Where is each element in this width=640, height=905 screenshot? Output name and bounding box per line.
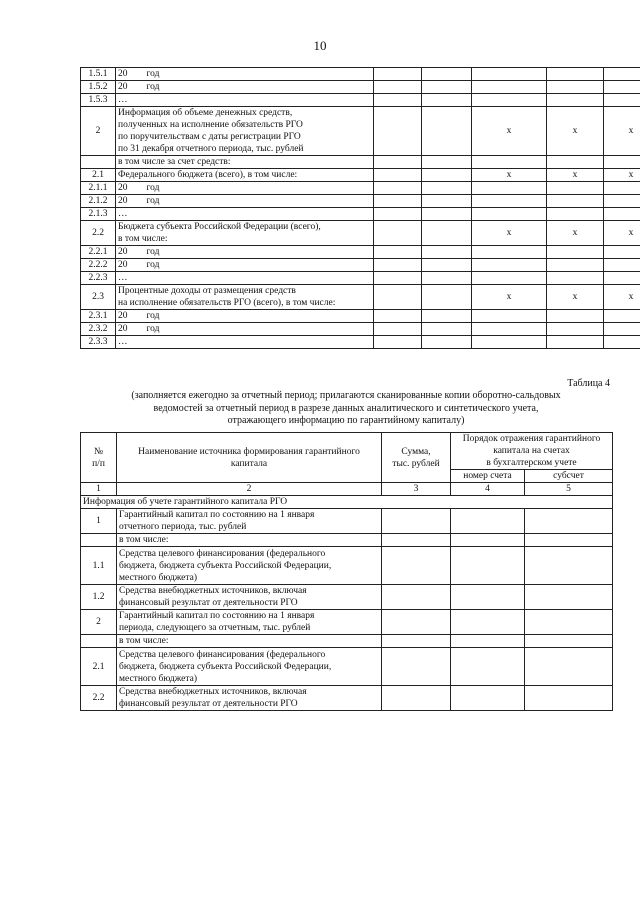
- empty-cell: [422, 246, 472, 259]
- subaccount-cell: [525, 585, 613, 610]
- subaccount-cell: [525, 648, 613, 686]
- account-cell: [451, 686, 525, 711]
- table-3-continuation: [80, 67, 640, 349]
- header-subaccount: субсчет: [525, 470, 613, 483]
- row-text: 20 год: [116, 323, 374, 336]
- row-number: 2.2.3: [81, 272, 116, 285]
- table-4-note-line: ведомостей за отчетный период в разрезе данных аналитического и синтетического учета,: [153, 402, 539, 414]
- row-text: Федерального бюджета (всего), в том числе:: [116, 169, 374, 182]
- row-number: 2.1.2: [81, 195, 116, 208]
- table-row: [81, 107, 640, 156]
- mark-cell: x: [604, 221, 640, 246]
- mark-cell: [604, 195, 640, 208]
- row-text: Средства целевого финансирования (федерального бюджета, бюджета субъекта Российской Федерации, местного бюджета): [117, 648, 382, 686]
- empty-cell: [374, 259, 422, 272]
- table-row: [81, 686, 613, 711]
- mark-cell: [472, 195, 547, 208]
- table-row: [81, 68, 640, 81]
- account-cell: [451, 534, 525, 547]
- empty-cell: [422, 81, 472, 94]
- account-cell: [451, 635, 525, 648]
- row-number: 2.3.2: [81, 323, 116, 336]
- row-number: 2.3.3: [81, 336, 116, 349]
- subaccount-cell: [525, 635, 613, 648]
- table-4-label: Таблица 4: [567, 378, 610, 389]
- mark-cell: [472, 310, 547, 323]
- mark-cell: x: [547, 221, 604, 246]
- row-number: 2.3.1: [81, 310, 116, 323]
- row-number: [81, 635, 117, 648]
- mark-cell: x: [547, 107, 604, 156]
- row-text: 20 год: [116, 182, 374, 195]
- table-row: [81, 585, 613, 610]
- empty-cell: [422, 323, 472, 336]
- mark-cell: x: [604, 107, 640, 156]
- mark-cell: x: [547, 285, 604, 310]
- mark-cell: [604, 336, 640, 349]
- row-number: [81, 156, 116, 169]
- empty-cell: [422, 208, 472, 221]
- header-name: Наименование источника формирования гарантийного капитала: [117, 433, 382, 483]
- row-number: 2.2.2: [81, 259, 116, 272]
- empty-cell: [422, 221, 472, 246]
- row-number: 1.2: [81, 585, 117, 610]
- sum-cell: [382, 648, 451, 686]
- row-text: 20 год: [116, 195, 374, 208]
- mark-cell: x: [604, 169, 640, 182]
- mark-cell: [472, 336, 547, 349]
- mark-cell: [472, 323, 547, 336]
- table-row: [81, 246, 640, 259]
- row-text: Средства внебюджетных источников, включая финансовый результат от деятельности РГО: [117, 585, 382, 610]
- empty-cell: [374, 107, 422, 156]
- row-text: 20 год: [116, 310, 374, 323]
- row-text: Средства внебюджетных источников, включая финансовый результат от деятельности РГО: [117, 686, 382, 711]
- table-row: [81, 156, 640, 169]
- table-row: [81, 635, 613, 648]
- row-number: 2.2: [81, 221, 116, 246]
- mark-cell: [547, 246, 604, 259]
- row-text: 20 год: [116, 246, 374, 259]
- table-row: [81, 272, 640, 285]
- mark-cell: [547, 81, 604, 94]
- row-text: …: [116, 336, 374, 349]
- account-cell: [451, 585, 525, 610]
- row-text: 20 год: [116, 259, 374, 272]
- row-text: 20 год: [116, 81, 374, 94]
- sum-cell: [382, 635, 451, 648]
- sum-cell: [382, 547, 451, 585]
- mark-cell: [604, 68, 640, 81]
- subaccount-cell: [525, 547, 613, 585]
- row-text: Информация об объеме денежных средств, полученных на исполнение обязательств РГО по поручительствам с даты регистрации РГО по 31 декабря отчетного периода, тыс. рублей: [116, 107, 374, 156]
- empty-cell: [422, 310, 472, 323]
- mark-cell: [547, 208, 604, 221]
- row-text: 20 год: [116, 68, 374, 81]
- page-number: 10: [313, 38, 327, 53]
- mark-cell: [547, 336, 604, 349]
- mark-cell: [547, 272, 604, 285]
- row-text: в том числе за счет средств:: [116, 156, 374, 169]
- mark-cell: [472, 94, 547, 107]
- section-title: Информация об учете гарантийного капитала РГО: [81, 496, 613, 509]
- col-number: 5: [525, 483, 613, 496]
- empty-cell: [374, 246, 422, 259]
- row-text: в том числе:: [117, 534, 382, 547]
- row-text: Гарантийный капитал по состоянию на 1 января периода, следующего за отчетным, тыс. рублей: [117, 610, 382, 635]
- row-number: 1.5.1: [81, 68, 116, 81]
- empty-cell: [374, 310, 422, 323]
- row-number: 2.3: [81, 285, 116, 310]
- row-text: Гарантийный капитал по состоянию на 1 января отчетного периода, тыс. рублей: [117, 509, 382, 534]
- table-row: [81, 310, 640, 323]
- row-number: 2.1.3: [81, 208, 116, 221]
- mark-cell: [547, 68, 604, 81]
- table-row: [81, 336, 640, 349]
- col-number: 4: [451, 483, 525, 496]
- mark-cell: [604, 94, 640, 107]
- table-row: [81, 169, 640, 182]
- table-row: [81, 648, 613, 686]
- empty-cell: [422, 68, 472, 81]
- mark-cell: [547, 323, 604, 336]
- empty-cell: [374, 336, 422, 349]
- row-number: 1.5.2: [81, 81, 116, 94]
- mark-cell: [547, 310, 604, 323]
- empty-cell: [422, 259, 472, 272]
- row-number: 1: [81, 509, 117, 534]
- mark-cell: [604, 259, 640, 272]
- row-text: Средства целевого финансирования (федерального бюджета, бюджета субъекта Российской Федерации, местного бюджета): [117, 547, 382, 585]
- empty-cell: [374, 208, 422, 221]
- table-row: [81, 221, 640, 246]
- subaccount-cell: [525, 509, 613, 534]
- sum-cell: [382, 534, 451, 547]
- table-4-note-line: отражающего информацию по гарантийному капиталу): [227, 415, 465, 426]
- mark-cell: [547, 182, 604, 195]
- table-4-note-line: (заполняется ежегодно за отчетный период; прилагаются сканированные копии оборотно-сальдовых: [131, 390, 561, 401]
- table-row: [81, 94, 640, 107]
- empty-cell: [374, 182, 422, 195]
- table-row: [81, 509, 613, 534]
- row-number: 2.1.1: [81, 182, 116, 195]
- row-number: 1.5.3: [81, 94, 116, 107]
- mark-cell: [604, 156, 640, 169]
- header-order: Порядок отражения гарантийного капитала на счетах в бухгалтерском учете: [451, 433, 613, 470]
- empty-cell: [422, 285, 472, 310]
- table-row: [81, 208, 640, 221]
- mark-cell: [604, 272, 640, 285]
- empty-cell: [422, 107, 472, 156]
- mark-cell: [472, 68, 547, 81]
- table-4-note: [80, 390, 612, 428]
- empty-cell: [422, 169, 472, 182]
- table-row: [81, 323, 640, 336]
- row-number: 1.1: [81, 547, 117, 585]
- account-cell: [451, 509, 525, 534]
- account-cell: [451, 547, 525, 585]
- empty-cell: [374, 156, 422, 169]
- mark-cell: [604, 310, 640, 323]
- row-text: Процентные доходы от размещения средств на исполнение обязательств РГО (всего), в том числе:: [116, 285, 374, 310]
- row-text: …: [116, 208, 374, 221]
- mark-cell: [472, 81, 547, 94]
- mark-cell: [472, 208, 547, 221]
- empty-cell: [374, 94, 422, 107]
- mark-cell: x: [472, 221, 547, 246]
- table-4: [80, 432, 613, 711]
- table-row: [81, 81, 640, 94]
- col-number: 2: [117, 483, 382, 496]
- sum-cell: [382, 686, 451, 711]
- row-number: 2: [81, 610, 117, 635]
- table-row: [81, 285, 640, 310]
- mark-cell: [547, 259, 604, 272]
- table-row: [81, 182, 640, 195]
- subaccount-cell: [525, 610, 613, 635]
- empty-cell: [374, 285, 422, 310]
- mark-cell: x: [472, 107, 547, 156]
- mark-cell: [604, 246, 640, 259]
- sum-cell: [382, 610, 451, 635]
- mark-cell: x: [604, 285, 640, 310]
- row-text: в том числе:: [117, 635, 382, 648]
- empty-cell: [374, 81, 422, 94]
- empty-cell: [374, 169, 422, 182]
- table-row: [81, 195, 640, 208]
- mark-cell: [547, 156, 604, 169]
- row-text: Бюджета субъекта Российской Федерации (всего), в том числе:: [116, 221, 374, 246]
- mark-cell: [604, 81, 640, 94]
- mark-cell: [472, 246, 547, 259]
- empty-cell: [374, 323, 422, 336]
- col-number: 1: [81, 483, 117, 496]
- subaccount-cell: [525, 534, 613, 547]
- account-cell: [451, 610, 525, 635]
- header-num: № п/п: [81, 433, 117, 483]
- mark-cell: x: [472, 285, 547, 310]
- row-text: …: [116, 272, 374, 285]
- mark-cell: [472, 182, 547, 195]
- mark-cell: [472, 272, 547, 285]
- row-number: 2.2.1: [81, 246, 116, 259]
- subaccount-cell: [525, 686, 613, 711]
- row-number: [81, 534, 117, 547]
- mark-cell: [472, 156, 547, 169]
- mark-cell: [547, 94, 604, 107]
- mark-cell: [604, 182, 640, 195]
- row-number: 2.1: [81, 169, 116, 182]
- mark-cell: x: [547, 169, 604, 182]
- empty-cell: [422, 336, 472, 349]
- empty-cell: [374, 272, 422, 285]
- empty-cell: [374, 68, 422, 81]
- row-number: 2.1: [81, 648, 117, 686]
- empty-cell: [422, 156, 472, 169]
- table-row: [81, 259, 640, 272]
- row-text: …: [116, 94, 374, 107]
- header-account: номер счета: [451, 470, 525, 483]
- table-row: [81, 534, 613, 547]
- row-number: 2: [81, 107, 116, 156]
- row-number: 2.2: [81, 686, 117, 711]
- mark-cell: x: [472, 169, 547, 182]
- mark-cell: [472, 259, 547, 272]
- account-cell: [451, 648, 525, 686]
- col-number: 3: [382, 483, 451, 496]
- mark-cell: [547, 195, 604, 208]
- empty-cell: [422, 272, 472, 285]
- empty-cell: [422, 195, 472, 208]
- mark-cell: [604, 208, 640, 221]
- empty-cell: [422, 94, 472, 107]
- sum-cell: [382, 585, 451, 610]
- empty-cell: [374, 195, 422, 208]
- empty-cell: [374, 221, 422, 246]
- header-sum: Сумма, тыс. рублей: [382, 433, 451, 483]
- mark-cell: [604, 323, 640, 336]
- table-row: [81, 610, 613, 635]
- table-row: [81, 547, 613, 585]
- empty-cell: [422, 182, 472, 195]
- sum-cell: [382, 509, 451, 534]
